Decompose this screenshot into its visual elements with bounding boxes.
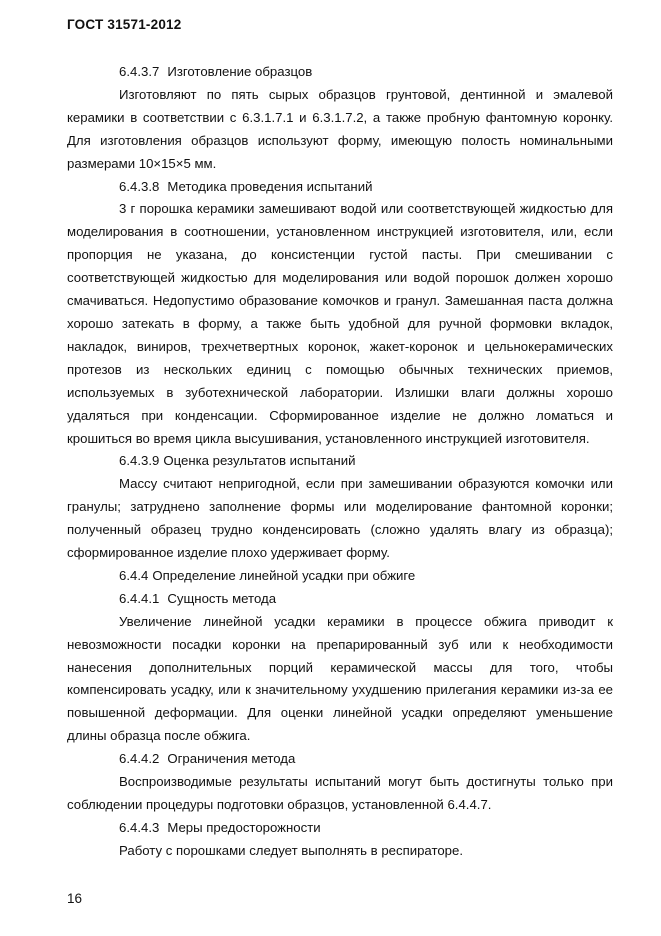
section-heading-6-4-4-2: [67, 748, 613, 771]
section-heading-6-4-4-3: [67, 817, 613, 840]
paragraph-method-limitations: Воспроизводимые результаты испытаний могут быть достигнуты только при соблюдении процедуры подготовки образцов, установленной 6.4.4.7.: [67, 774, 613, 812]
section-title: Определение линейной усадки при обжиге: [152, 567, 416, 583]
section-number: 6.4.3.9: [119, 453, 160, 469]
section-title: Меры предосторожности: [167, 819, 321, 835]
section-title: Ограничения метода: [167, 751, 296, 767]
section-number: 6.4.3.7: [119, 64, 160, 79]
section-number: 6.4.4: [119, 567, 149, 583]
paragraph-sample-preparation: Изготовляют по пять сырых образцов грунтовой, дентинной и эмалевой керамики в соответствии с 6.3.1.7.1 и 6.3.1.7.2, а также пробную фантомную коронку. Для изготовления образцов используют форму, имеющую полость номинальными размерами 10×15×5 мм.: [67, 86, 613, 171]
section-heading-6-4-4: [67, 565, 613, 588]
section-number: 6.4.3.8: [119, 178, 160, 194]
section-title: Изготовление образцов: [167, 64, 313, 79]
section-number: 6.4.4.2: [119, 751, 160, 767]
paragraph-method-essence: Увеличение линейной усадки керамики в процессе обжига приводит к невозможности посадки коронки на препарированный зуб или к необходимости нанесения дополнительных порций керамической массы для того, чтобы компенсировать усадку, или к значительному ухудшению прилегания керамики из-за ее повышенной деформации. Для оценки линейной усадки определяют уменьшение длины образца после обжига.: [67, 613, 613, 744]
section-number: 6.4.4.3: [119, 819, 160, 835]
section-title: Оценка результатов испытаний: [163, 453, 356, 469]
section-heading-6-4-3-8: [67, 176, 613, 199]
paragraph-result-evaluation: Массу считают непригодной, если при замешивании образуются комочки или гранулы; затруднено заполнение формы или моделирование фантомной коронки; полученный образец трудно конденсировать (сложно удалять влагу из образца); сформированное изделие плохо удерживает форму.: [67, 476, 613, 561]
section-number: 6.4.4.1: [119, 590, 160, 606]
section-title: Сущность метода: [167, 590, 277, 606]
document-header: ГОСТ 31571-2012: [67, 17, 182, 32]
section-title: Методика проведения испытаний: [167, 178, 373, 194]
page-number: 16: [67, 891, 83, 906]
paragraph-precautions: Работу с порошками следует выполнять в респираторе.: [119, 842, 464, 858]
section-heading-6-4-3-7: [67, 61, 613, 84]
paragraph-test-procedure: 3 г порошка керамики замешивают водой или соответствующей жидкостью для моделирования в соотношении, установленном инструкцией изготовителя, или, если пропорция не указана, до консистенции густой пасты. При смешивании с соответствующей жидкостью для моделирования или водой порошок должен хорошо смачиваться. Недопустимо образование комочков и гранул. Замешанная паста должна хорошо затекать в форму, а также быть удобной для ручной формовки вкладок, накладок, виниров, трехчетвертных коронок, жакет-коронок и цельнокерамических протезов из нескольких единиц с помощью обычных технических приемов, используемых в зуботехнической лаборатории. Излишки влаги должны хорошо удаляться при конденсации. Сформированное изделие не должно ломаться и крошиться во время цикла высушивания, установленного инструкцией изготовителя.: [67, 201, 613, 446]
document-body: [67, 61, 613, 863]
section-heading-6-4-4-1: [67, 588, 613, 611]
section-heading-6-4-3-9: [67, 450, 613, 473]
